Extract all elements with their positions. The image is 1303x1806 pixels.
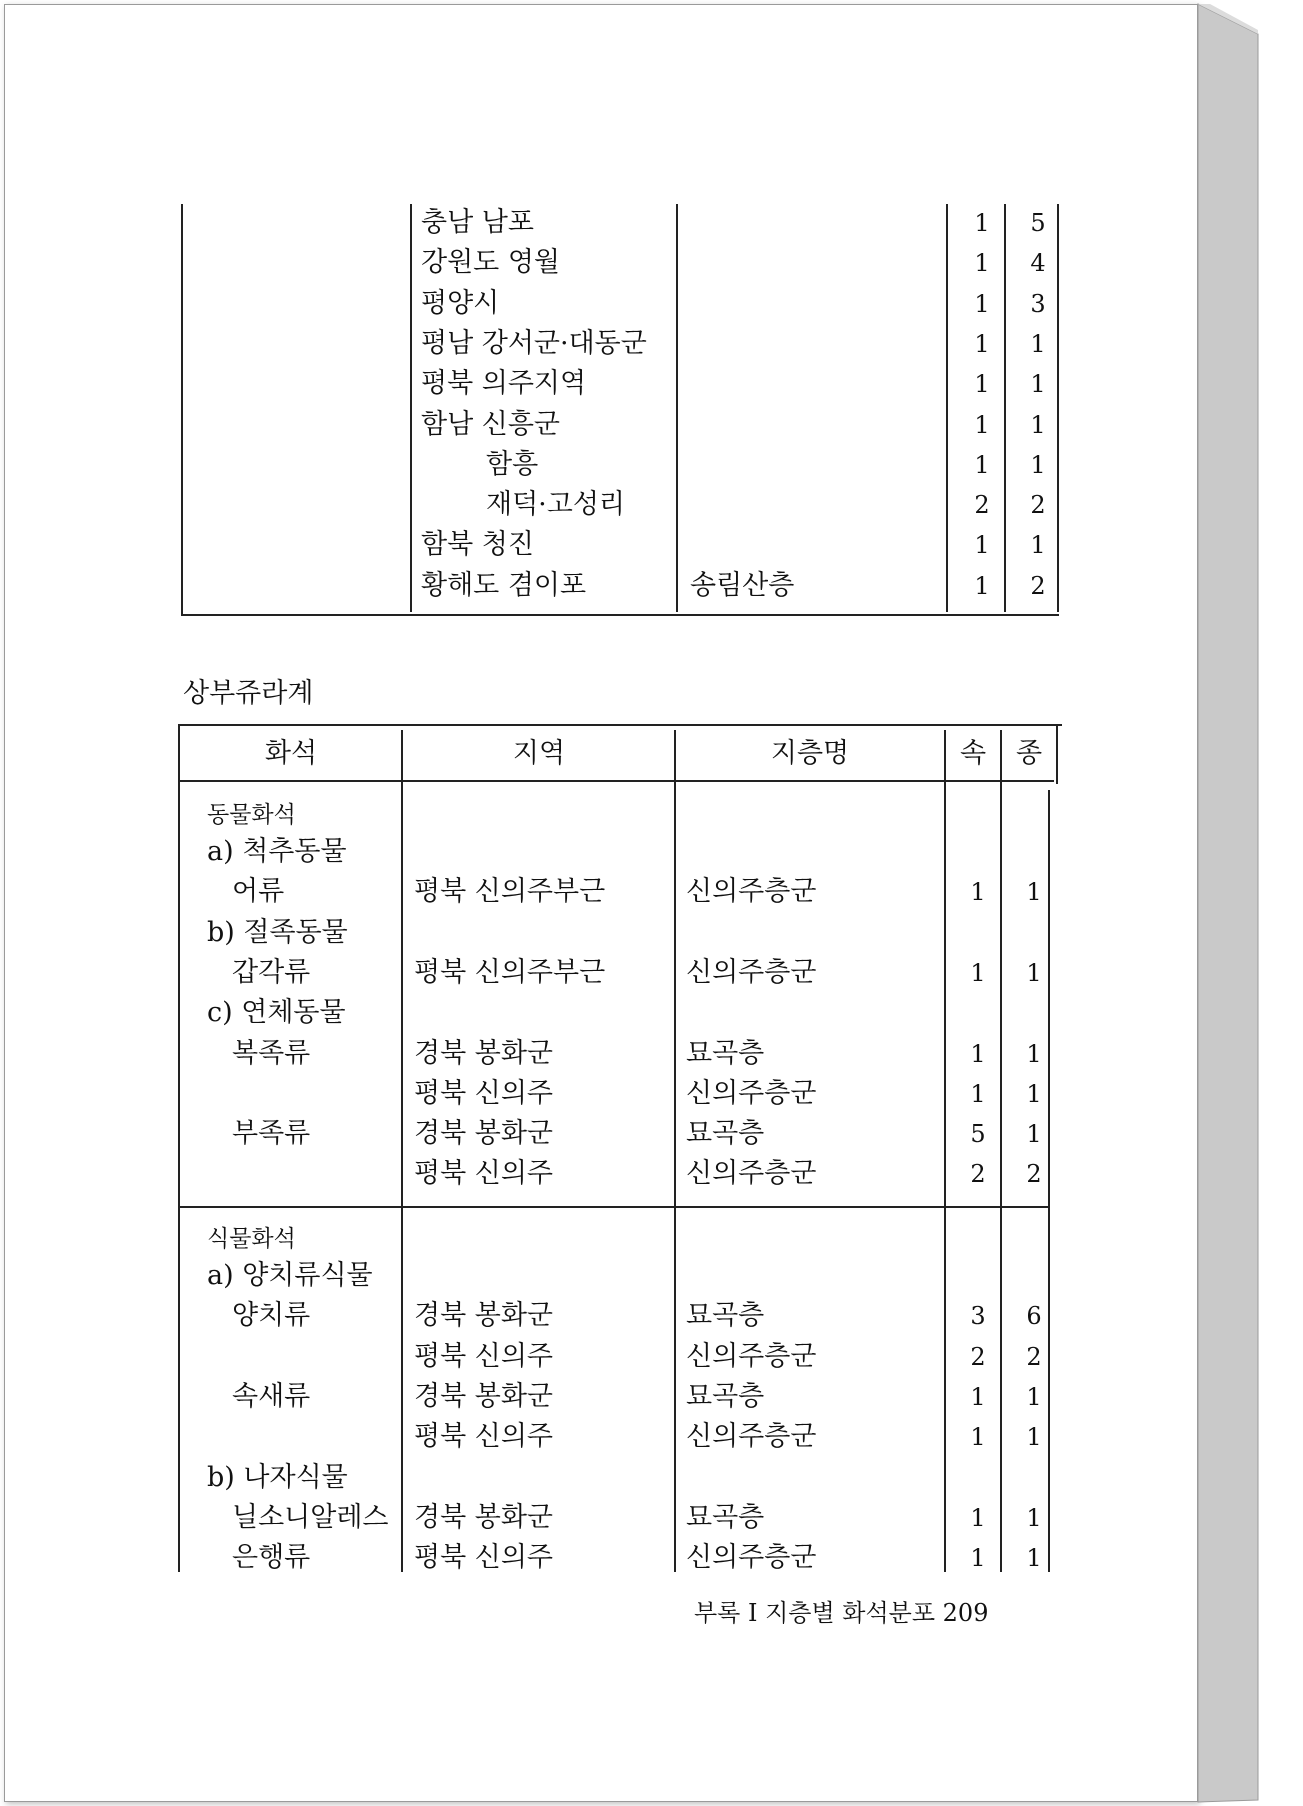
table-row-genus: 1 (974, 329, 990, 358)
group-divider (178, 1206, 1050, 1208)
genus-cell: 5 (970, 1120, 986, 1149)
species-cell: 1 (1026, 1079, 1042, 1108)
strata-cell: 묘곡층 (686, 1380, 765, 1412)
table-row-species: 4 (1030, 249, 1046, 278)
table-row-region: 충남 남포 (421, 207, 534, 238)
table-row-species: 1 (1030, 329, 1046, 358)
genus-cell: 3 (970, 1302, 986, 1331)
table-row-genus: 1 (974, 289, 990, 318)
region-cell: 평북 신의주부근 (414, 876, 606, 908)
table-row-genus: 1 (974, 370, 990, 399)
table-row-species: 1 (1030, 370, 1046, 399)
species-cell: 1 (1026, 1503, 1042, 1532)
table-row-genus: 1 (974, 531, 990, 560)
table-row-region: 강원도 영월 (421, 247, 560, 279)
genus-cell: 1 (970, 1039, 986, 1068)
table-row-species: 1 (1030, 410, 1046, 439)
table-row-species: 2 (1030, 491, 1046, 520)
region-cell: 경북 봉화군 (414, 1118, 553, 1150)
strata-cell: 묘곡층 (686, 1037, 765, 1069)
genus-cell: 1 (970, 1544, 986, 1573)
region-cell: 평북 신의주 (414, 1542, 553, 1574)
region-cell: 평북 신의주 (414, 1421, 553, 1453)
strata-cell: 묘곡층 (686, 1118, 765, 1150)
table-row-genus: 1 (974, 209, 990, 237)
table-row-region: 평양시 (421, 287, 500, 319)
table-top-rule (178, 724, 1062, 726)
species-cell: 1 (1026, 958, 1042, 987)
table-row-region: 함북 청진 (421, 529, 534, 561)
subgroup-label: a) 양치류식물 (207, 1260, 373, 1291)
table-row-species: 1 (1030, 531, 1046, 560)
region-cell: 경북 봉화군 (414, 1300, 553, 1332)
book-edge-top (1198, 4, 1258, 34)
header-fossil: 화석 (264, 738, 318, 769)
fossil-name: 속새류 (232, 1380, 311, 1412)
genus-cell: 1 (970, 878, 986, 907)
species-cell: 2 (1026, 1342, 1042, 1371)
fossil-name: 부족류 (232, 1118, 311, 1150)
strata-cell: 묘곡층 (686, 1501, 765, 1533)
header-rule (178, 780, 1054, 782)
table-row-genus: 1 (974, 410, 990, 439)
table-row-species: 1 (1030, 450, 1046, 479)
genus-cell: 1 (970, 1423, 986, 1452)
table-row-species: 2 (1030, 571, 1046, 600)
group-title-plant: 식물화석 (207, 1226, 296, 1252)
region-cell: 평북 신의주 (414, 1077, 553, 1109)
fossil-name: 은행류 (232, 1542, 311, 1574)
species-cell: 6 (1026, 1302, 1042, 1331)
table-row-region: 함흥 (486, 448, 539, 480)
fossil-name: 닐소니알레스 (232, 1501, 389, 1533)
table-row-region: 함남 신흥군 (421, 408, 560, 440)
table-row-region: 황해도 겸이포 (421, 569, 587, 601)
header-species: 종 (1015, 738, 1043, 769)
region-cell: 경북 봉화군 (414, 1037, 553, 1069)
region-cell: 평북 신의주부근 (414, 956, 606, 988)
genus-cell: 1 (970, 1503, 986, 1532)
fossil-name: 양치류 (232, 1300, 311, 1332)
table-row-region: 평북 의주지역 (421, 368, 587, 400)
group-title-animal: 동물화석 (207, 802, 296, 828)
subgroup-label: b) 절족동물 (207, 916, 348, 948)
table-row-species: 5 (1030, 209, 1046, 237)
subgroup-label: c) 연체동물 (207, 997, 346, 1029)
table-row-genus: 1 (974, 571, 990, 600)
strata-cell: 신의주층군 (686, 1158, 817, 1190)
table-row-region: 평남 강서군·대동군 (421, 327, 647, 359)
strata-cell: 신의주층군 (686, 876, 817, 908)
genus-cell: 1 (970, 1079, 986, 1108)
genus-cell: 2 (970, 1160, 986, 1189)
species-cell: 1 (1026, 1120, 1042, 1149)
table-row-genus: 1 (974, 249, 990, 278)
strata-cell: 신의주층군 (686, 1421, 817, 1453)
fossil-name: 복족류 (232, 1037, 311, 1069)
table-row-species: 3 (1030, 289, 1046, 318)
region-cell: 평북 신의주 (414, 1340, 553, 1372)
subgroup-label: a) 척추동물 (207, 836, 347, 867)
strata-cell: 신의주층군 (686, 1340, 817, 1372)
header-region: 지역 (512, 738, 566, 769)
table-row-region: 재덕·고성리 (486, 489, 625, 521)
table-row-genus: 2 (974, 491, 990, 520)
page-footer: 부록 Ⅰ 지층별 화석분포 209 (694, 1599, 989, 1627)
species-cell: 1 (1026, 1039, 1042, 1068)
fossil-name: 갑각류 (232, 956, 311, 988)
species-cell: 1 (1026, 1423, 1042, 1452)
genus-cell: 2 (970, 1342, 986, 1371)
book-edge-face (1198, 4, 1258, 1802)
region-cell: 평북 신의주 (414, 1158, 553, 1190)
region-cell: 경북 봉화군 (414, 1501, 553, 1533)
genus-cell: 1 (970, 1382, 986, 1411)
strata-cell: 신의주층군 (686, 956, 817, 988)
fossil-name: 어류 (232, 876, 285, 908)
species-cell: 1 (1026, 1544, 1042, 1573)
strata-cell: 신의주층군 (686, 1542, 817, 1574)
header-genus: 속 (959, 738, 987, 769)
header-strata: 지층명 (770, 738, 850, 769)
strata-cell: 묘곡층 (686, 1300, 765, 1332)
species-cell: 2 (1026, 1160, 1042, 1189)
table-row-strata: 송림산층 (690, 569, 795, 601)
species-cell: 1 (1026, 878, 1042, 907)
subgroup-label: b) 나자식물 (207, 1461, 348, 1493)
region-cell: 경북 봉화군 (414, 1380, 553, 1412)
section-title: 상부쥬라계 (183, 678, 314, 709)
table-row-genus: 1 (974, 450, 990, 479)
species-cell: 1 (1026, 1382, 1042, 1411)
strata-cell: 신의주층군 (686, 1077, 817, 1109)
genus-cell: 1 (970, 958, 986, 987)
